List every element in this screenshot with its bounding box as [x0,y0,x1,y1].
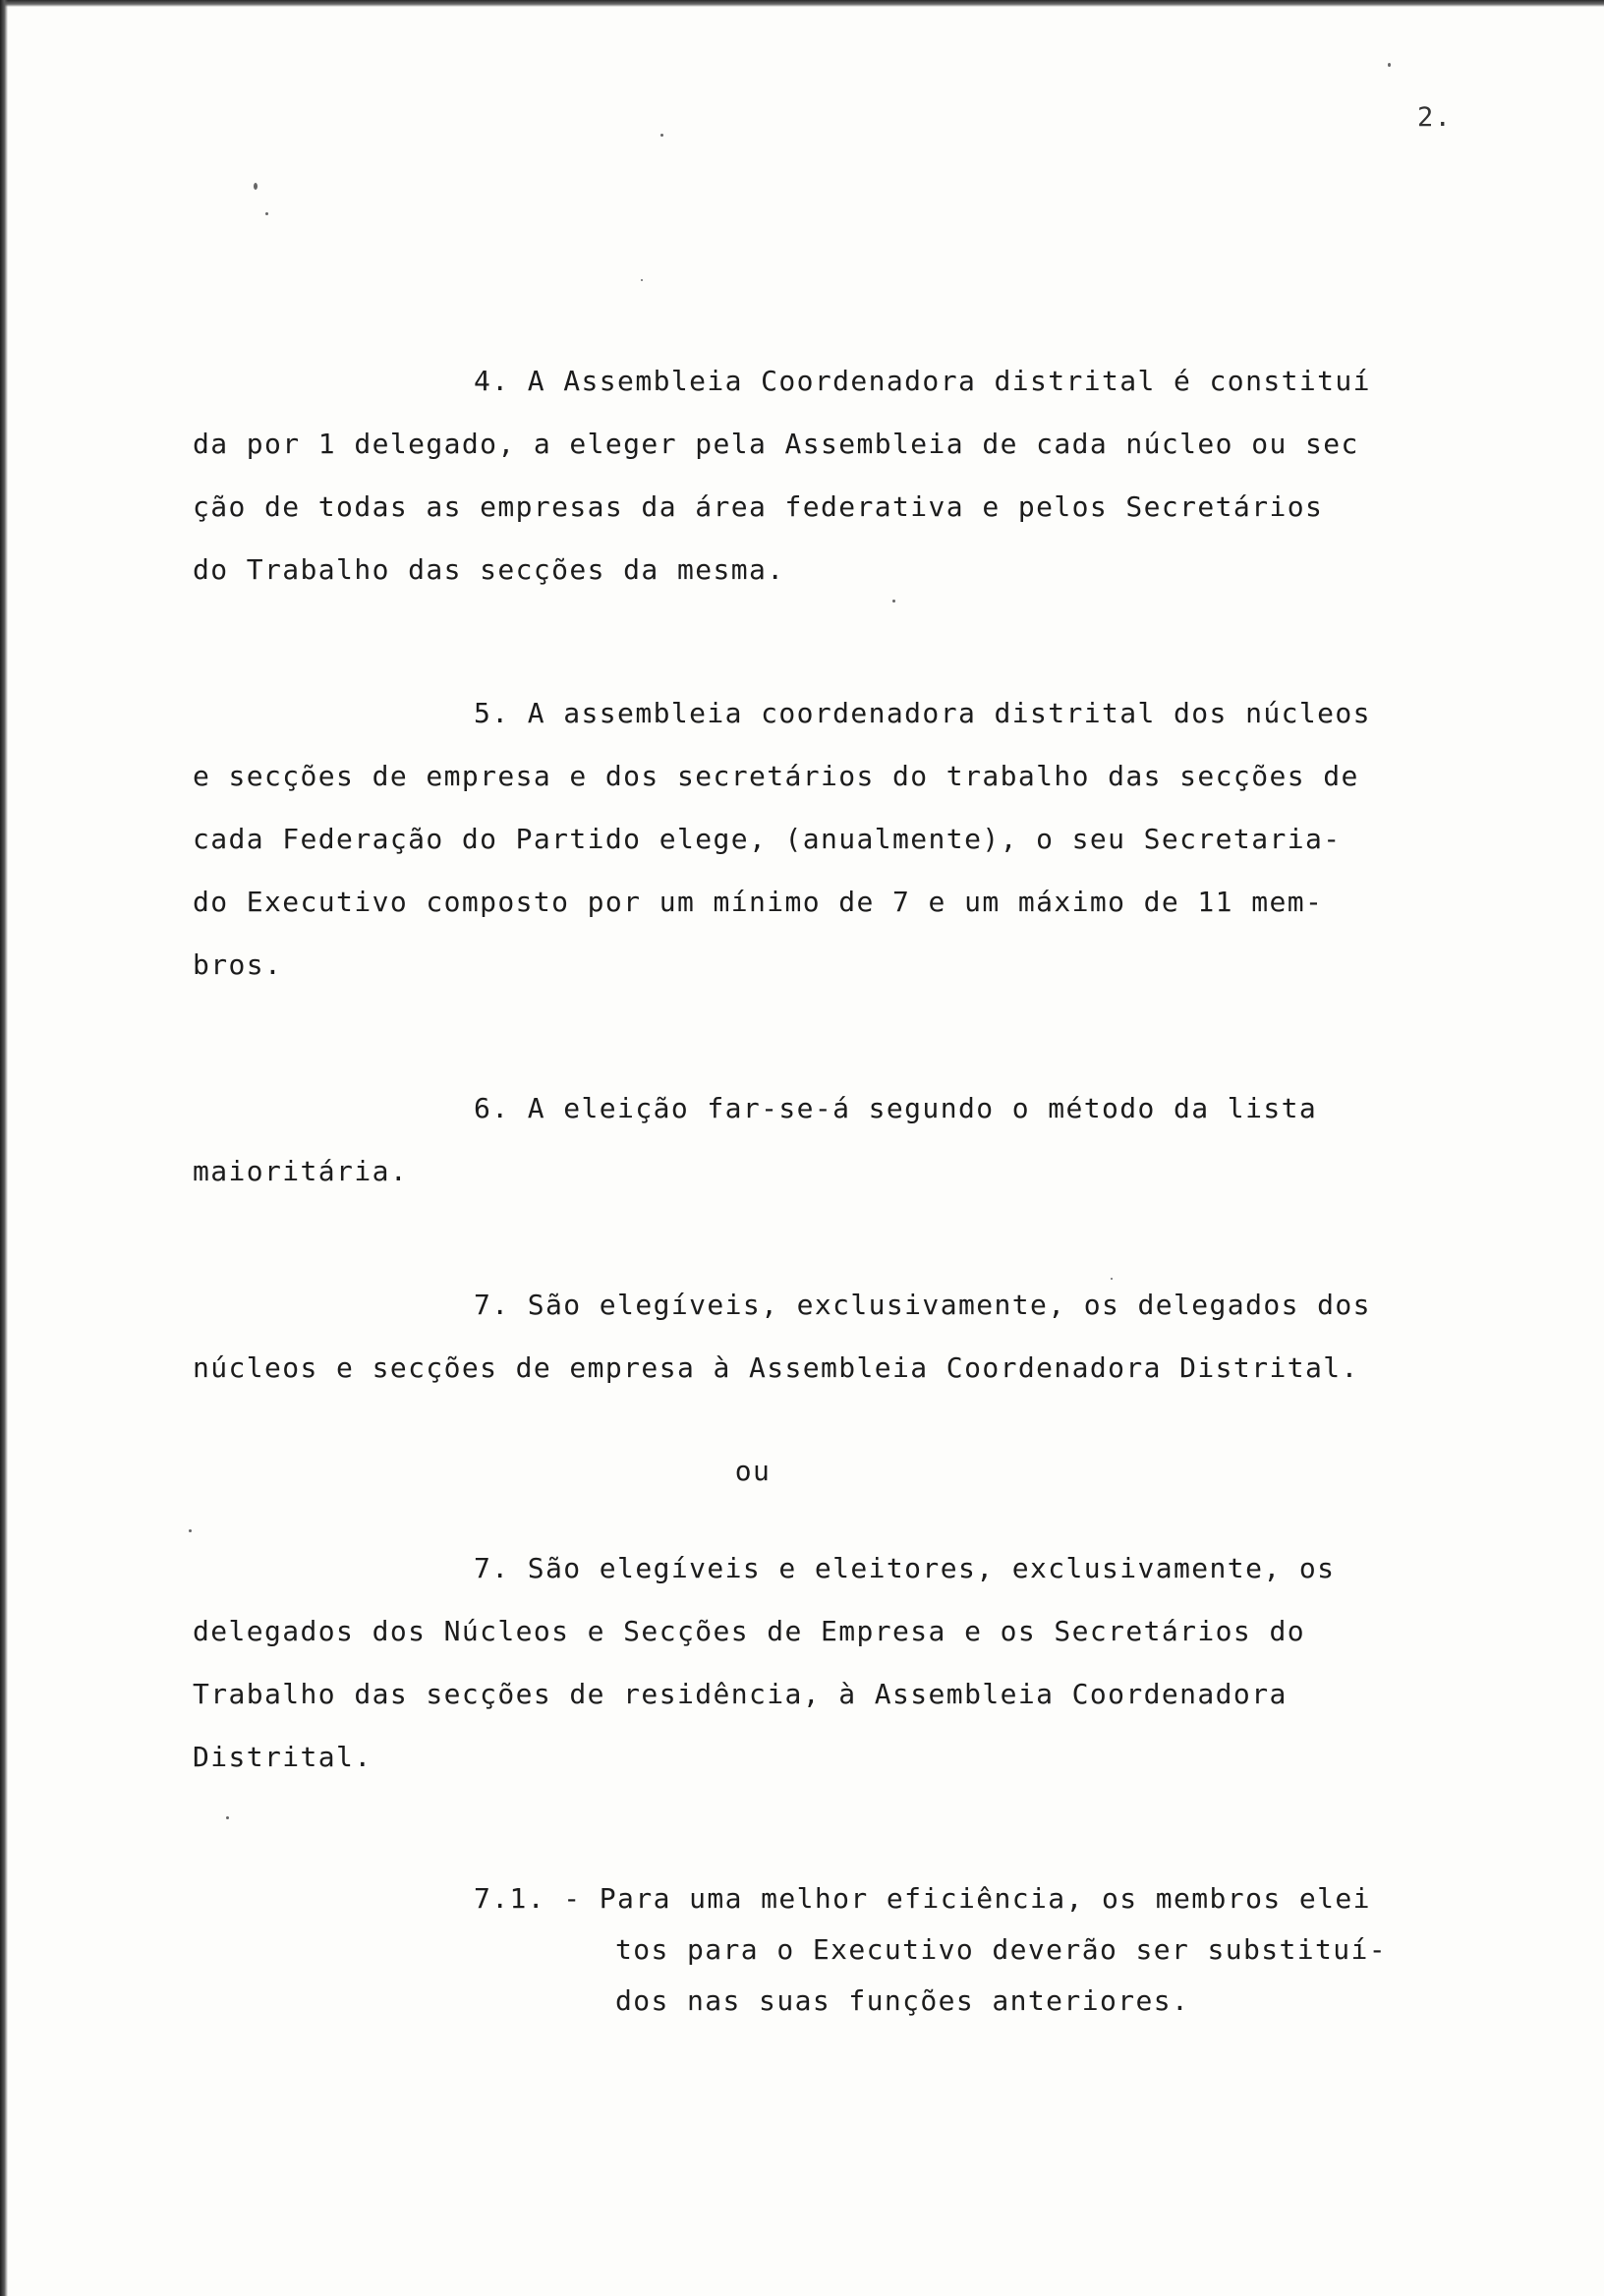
paragraph-6 [193,1077,1500,1203]
paragraph-line: 5. A assembleia coordenadora distrital dos núcleos [474,697,1371,729]
paragraph-7-first [193,1274,1500,1400]
paragraph-line: bros. [193,948,283,981]
paragraph-line: dos nas suas funções anteriores. [615,1984,1190,2017]
paragraph-line: cada Federação do Partido elege, (anualmente), o seu Secretaria- [193,823,1342,855]
scan-speck [265,212,268,215]
paragraph-line: tos para o Executivo deverão ser substituí- [615,1933,1388,1966]
scan-speck [189,1529,192,1532]
scan-speck [1388,63,1391,67]
paragraph-line: Distrital. [193,1741,372,1773]
paragraph-line: delegados dos Núcleos e Secções de Empresa e os Secretários do [193,1615,1305,1647]
paragraph-line: 7.1. - Para uma melhor eficiência, os membros elei [474,1882,1371,1915]
paragraph-line: do Trabalho das secções da mesma. [193,553,785,586]
page-number: 2. [1417,102,1453,133]
paragraph-line: e secções de empresa e dos secretários do trabalho das secções de [193,760,1359,792]
alternative-separator: ou [734,1455,772,1487]
paragraph-line: maioritária. [193,1155,409,1187]
paragraph-line: da por 1 delegado, a eleger pela Assembleia de cada núcleo ou sec [193,428,1359,460]
paragraph-7-alternative [193,1537,1500,1789]
paragraph-line: 7. São elegíveis e eleitores, exclusivamente, os [474,1552,1336,1584]
paragraph-5 [193,682,1500,997]
paragraph-line: 6. A eleição far-se-á segundo o método da lista [474,1092,1318,1124]
paragraph-4 [193,350,1500,602]
paragraph-line: do Executivo composto por um mínimo de 7 e um máximo de 11 mem- [193,886,1324,918]
paragraph-line: núcleos e secções de empresa à Assembleia Coordenadora Distrital. [193,1351,1359,1384]
scan-speck [641,279,643,281]
paragraph-line: 4. A Assembleia Coordenadora distrital é constituí [474,365,1371,397]
scan-speck [226,1816,229,1819]
scan-speck [254,183,258,190]
scan-edge-top [0,0,1604,7]
paragraph-line: ção de todas as empresas da área federativa e pelos Secretários [193,490,1324,523]
paragraph-7-1 [474,1873,1506,2027]
scan-speck [660,134,663,137]
paragraph-line: Trabalho das secções de residência, à Assembleia Coordenadora [193,1678,1288,1710]
scan-edge-left [0,0,8,2296]
paragraph-line: 7. São elegíveis, exclusivamente, os delegados dos [474,1289,1371,1321]
